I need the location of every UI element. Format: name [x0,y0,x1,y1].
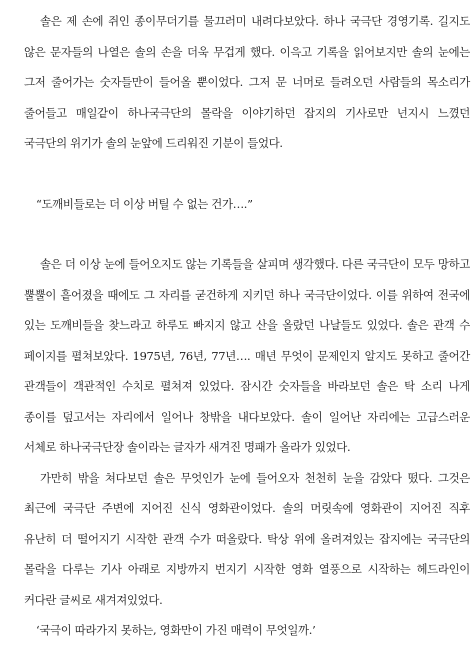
paragraph-1: 솔은 제 손에 쥐인 종이무더기를 물끄러미 내려다보았다. 하나 국극단 경영기록. 길지도 않은 문자들의 나열은 솔의 손을 더욱 무겁게 했다. 이윽고 기록을 읽어보지만 솔의 눈에는 그저 줄어가는 숫자들만이 들어올 뿐이었다. 그저 문 너머로 들려오던 사람들의 목소리가 줄어들고 매일같이 하나국극단의 몰락을 이야기하던 잡지의 기사로만 넌지시 느꼈던 국극단의 위기가 솔의 눈앞에 드리워진 기분이 들었다. [24,14,470,150]
paragraph-gap [24,159,470,189]
paragraph-gap [24,219,470,249]
paragraph-2: 솔은 더 이상 눈에 들어오지도 않는 기록들을 살피며 생각했다. 다른 국극단이 모두 망하고 뿔뿔이 흩어졌을 때에도 그 자리를 굳건하게 지키던 하나 국극단이었다. 이를 위하여 전국에 있는 도깨비들을 찾느라고 하루도 빠지지 않고 산을 올랐던 나날들도 있었다. 솔은 관객 수 페이지를 펼쳐보았다. 1975년, 76년, 77년…. 매년 무엇이 문제인지 알지도 못하고 줄어간 관객들이 객관적인 수치로 펼쳐져 있었다. 잠시간 숫자들을 바라보던 솔은 탁 소리 나게 종이를 덮고서는 자리에서 일어나 창밖을 내다보았다. 솔이 일어난 자리에는 고급스러운 서체로 하나국극단장 솔이라는 글자가 새겨진 명패가 올라가 있었다. [24,257,471,454]
dialogue-line: “도깨비들로는 더 이상 버틸 수 없는 건가….” [36,196,253,211]
inner-thought-line: ‘국극이 따라가지 못하는, 영화만이 가진 매력이 무엇일까.’ [36,623,316,637]
paragraph-3: 가만히 밖을 쳐다보던 솔은 무엇인가 눈에 들어오자 천천히 눈을 감았다 떴다. 그것은 최근에 국극단 주변에 지어진 신식 영화관이었다. 솔의 머릿속에 영화관이 지어진 직후 유난히 더 떨어지기 시작한 관객 수가 떠올랐다. 탁상 위에 올려져있는 잡지에는 국극단의 몰락을 다루는 기사 아래로 지방까지 번지기 시작한 영화 열풍으로 시작하는 헤드라인이 커다란 글씨로 새겨져있었다. [24,470,470,607]
